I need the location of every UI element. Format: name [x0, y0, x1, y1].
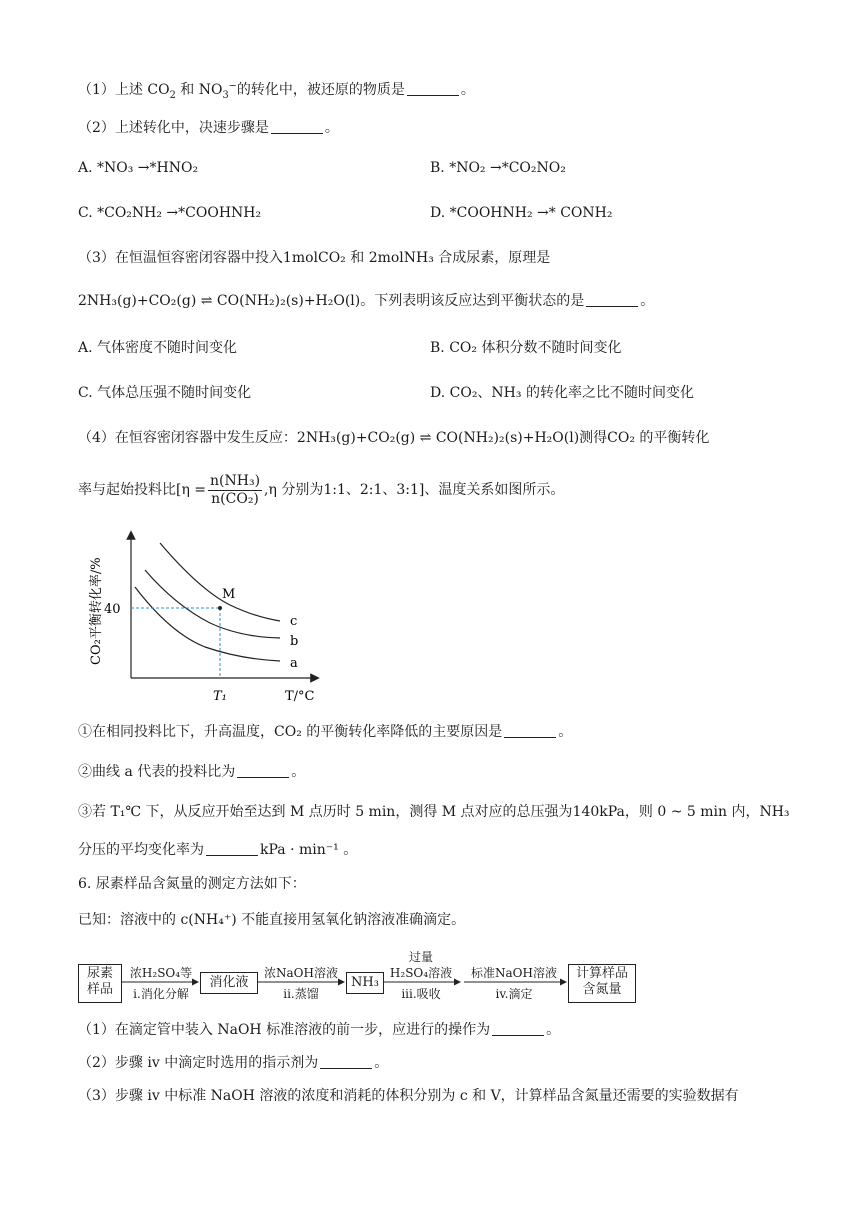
arrow3-top1: 过量: [408, 950, 433, 964]
y-tick-40: 40: [104, 602, 121, 617]
q5-part2: （2）上述转化中，决速步骤是 。: [78, 120, 339, 136]
option-3a: A. 气体密度不随时间变化: [78, 340, 238, 356]
flow-diagram: [78, 950, 648, 1010]
arrow4-top: 标准NaOH溶液: [471, 966, 557, 980]
option-c: C. *CO₂NH₂ →*COOHNH₂: [78, 205, 262, 221]
arrow4-bottom: iv.滴定: [495, 987, 533, 1001]
box-digest: 消化液: [200, 972, 258, 994]
option-3c: C. 气体总压强不随时间变化: [78, 385, 252, 401]
q5-sub3-cont: 分压的平均变化率为 kPa · min⁻¹ 。: [78, 842, 358, 858]
q5-part4: （4）在恒容密闭容器中发生反应：2NH₃(g)+CO₂(g) ⇌ CO(NH₂)₂(s)+H₂O(l)测得CO₂ 的平衡转化: [78, 430, 710, 446]
option-a: A. *NO₃ →*HNO₂: [78, 160, 199, 176]
q5-part4-ratio: 率与起始投料比[η = $\frac{\text{n(NH₃)}}{\text{n(CO₂)}}$ ,η 分别为1:1、2:1、3:1]、温度关系如图所示。: [78, 472, 565, 507]
q5-part3-equation: 2NH₃(g)+CO₂(g) ⇌ CO(NH₂)₂(s)+H₂O(l)。下列表明该反应达到平衡状态的是 。: [78, 293, 655, 309]
curve-c-label: c: [290, 614, 298, 629]
arrow2-bottom: ii.蒸馏: [283, 987, 319, 1001]
answer-blank[interactable]: [271, 119, 323, 134]
option-3d: D. CO₂、NH₃ 的转化率之比不随时间变化: [430, 385, 694, 401]
ratio-fraction: $\frac{\text{n(NH₃)}}{\text{n(CO₂)}}$: [210, 472, 261, 507]
q5-sub1: ①在相同投料比下，升高温度，CO₂ 的平衡转化率降低的主要原因是 。: [78, 724, 573, 740]
q6-known: 已知：溶液中的 c(NH₄⁺) 不能直接用氢氧化钠溶液准确滴定。: [78, 912, 466, 928]
q6-part3: （3）步骤 iv 中标准 NaOH 溶液的浓度和消耗的体积分别为 c 和 V，计算样品含氮量还需要的实验数据有: [78, 1088, 739, 1104]
answer-blank[interactable]: [504, 723, 556, 738]
answer-blank[interactable]: [320, 1054, 372, 1069]
conversion-chart: [80, 525, 340, 710]
q6-part1: （1）在滴定管中装入 NaOH 标准溶液的前一步，应进行的操作为 。: [78, 1022, 561, 1038]
y-axis-label: CO₂平衡转化率/%: [89, 557, 104, 665]
option-3b: B. CO₂ 体积分数不随时间变化: [430, 340, 622, 356]
arrow1-bottom: i.消化分解: [133, 987, 189, 1001]
option-b: B. *NO₂ →*CO₂NO₂: [430, 160, 566, 176]
answer-blank[interactable]: [586, 292, 638, 307]
curve-b-label: b: [290, 634, 299, 649]
arrow3-bottom: iii.吸收: [401, 987, 441, 1001]
box-urea-sample: 尿素 样品: [78, 964, 122, 1003]
q5-part3-intro: （3）在恒温恒容密闭容器中投入1molCO₂ 和 2molNH₃ 合成尿素，原理是: [78, 250, 551, 266]
answer-blank[interactable]: [407, 81, 459, 96]
x-axis-label: T/°C: [285, 689, 315, 704]
q6-part2: （2）步骤 iv 中滴定时选用的指示剂为 。: [78, 1055, 389, 1071]
x-tick-t1: T₁: [213, 689, 227, 704]
q5-sub2: ②曲线 a 代表的投料比为 。: [78, 764, 306, 780]
option-d: D. *COOHNH₂ →* CONH₂: [430, 205, 613, 221]
point-m-label: M: [222, 587, 236, 602]
box-nh3: NH₃: [346, 972, 384, 994]
box-calc: 计算样品 含氮量: [568, 964, 636, 1003]
arrow2-top: 浓NaOH溶液: [264, 966, 338, 980]
q5-part1: （1）上述 $CO_2$ 和 $NO_3^-$的转化中，被还原的物质是 。: [78, 80, 475, 101]
curve-b: [145, 570, 280, 638]
q6-title: 6. 尿素样品含氮量的测定方法如下：: [78, 876, 306, 892]
answer-blank[interactable]: [492, 1021, 544, 1036]
arrow3-top2: H₂SO₄溶液: [389, 966, 453, 980]
curve-a-label: a: [290, 656, 298, 671]
q5-sub3: ③若 T₁℃ 下，从反应开始至达到 M 点历时 5 min，测得 M 点对应的总压强为140kPa，则 0 ~ 5 min 内，NH₃: [78, 804, 790, 820]
answer-blank[interactable]: [237, 763, 289, 778]
answer-blank[interactable]: [206, 841, 258, 856]
curve-a: [135, 587, 280, 661]
arrow1-top: 浓H₂SO₄等: [129, 966, 193, 980]
point-m: [218, 606, 222, 610]
